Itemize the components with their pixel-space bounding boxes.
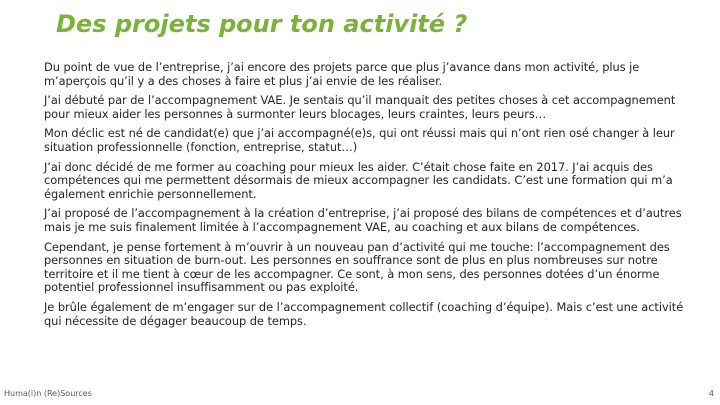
paragraph-2: J’ai débuté par de l’accompagnement VAE. Je sentais qu’il manquait des petites choses à cet accompagnement pour mieux aider les personnes à surmonter leurs blocages, leurs craintes, leurs peurs… — [44, 93, 676, 121]
left-margin — [0, 0, 47, 405]
paragraph-6: Cependant, je pense fortement à m’ouvrir à un nouveau pan d’activité qui me touche: l’accompagnement des personnes en situation de burn-out. Les personnes en souffrance sont de plus en plus nombreuses sur notre territoire et il me tient à cœur de les accompagner. Ce sont, à mon sens, des personnes dotées d’un énorme potentiel professionnel insuffisamment ou pas exploité. — [44, 239, 670, 295]
paragraph-4: J’ai donc décidé de me former au coaching pour mieux les aider. C’était chose faite en 2017. J’ai acquis des compétences qui me permettent désormais de mieux accompagner les candidats. C’est une formation qui m’a également enrichie personnellement. — [44, 159, 673, 201]
slide-body — [44, 61, 704, 334]
paragraph-3: Mon déclic est né de candidat(e) que j’ai accompagné(e)s, qui ont réussi mais qui n’ont rien osé changer à leur situation professionnelle (fonction, entreprise, statut…) — [44, 126, 675, 154]
paragraph-5: J’ai proposé de l’accompagnement à la création d’entreprise, j’ai proposé des bilans de compétences et d’autres mais je me suis finalement limitée à l’accompagnement VAE, au coaching et aux bilans de compétences. — [44, 206, 682, 234]
paragraph-7: Je brûle également de m’engager sur de l’accompagnement collectif (coaching d’équipe). Mais c’est une activité qui nécessite de dégager beaucoup de temps. — [44, 299, 684, 328]
page-number: 4 — [708, 389, 714, 398]
paragraph-1: Du point de vue de l’entreprise, j’ai encore des projets parce que plus j’avance dans mon activité, plus je m’aperçois qu’il y a des choses à faire et plus j’ai envie de les réaliser. — [44, 60, 640, 88]
slide-title: Des projets pour ton activité ? — [56, 10, 468, 38]
footer-text: Huma(i)n (Re)Sources — [4, 389, 92, 398]
